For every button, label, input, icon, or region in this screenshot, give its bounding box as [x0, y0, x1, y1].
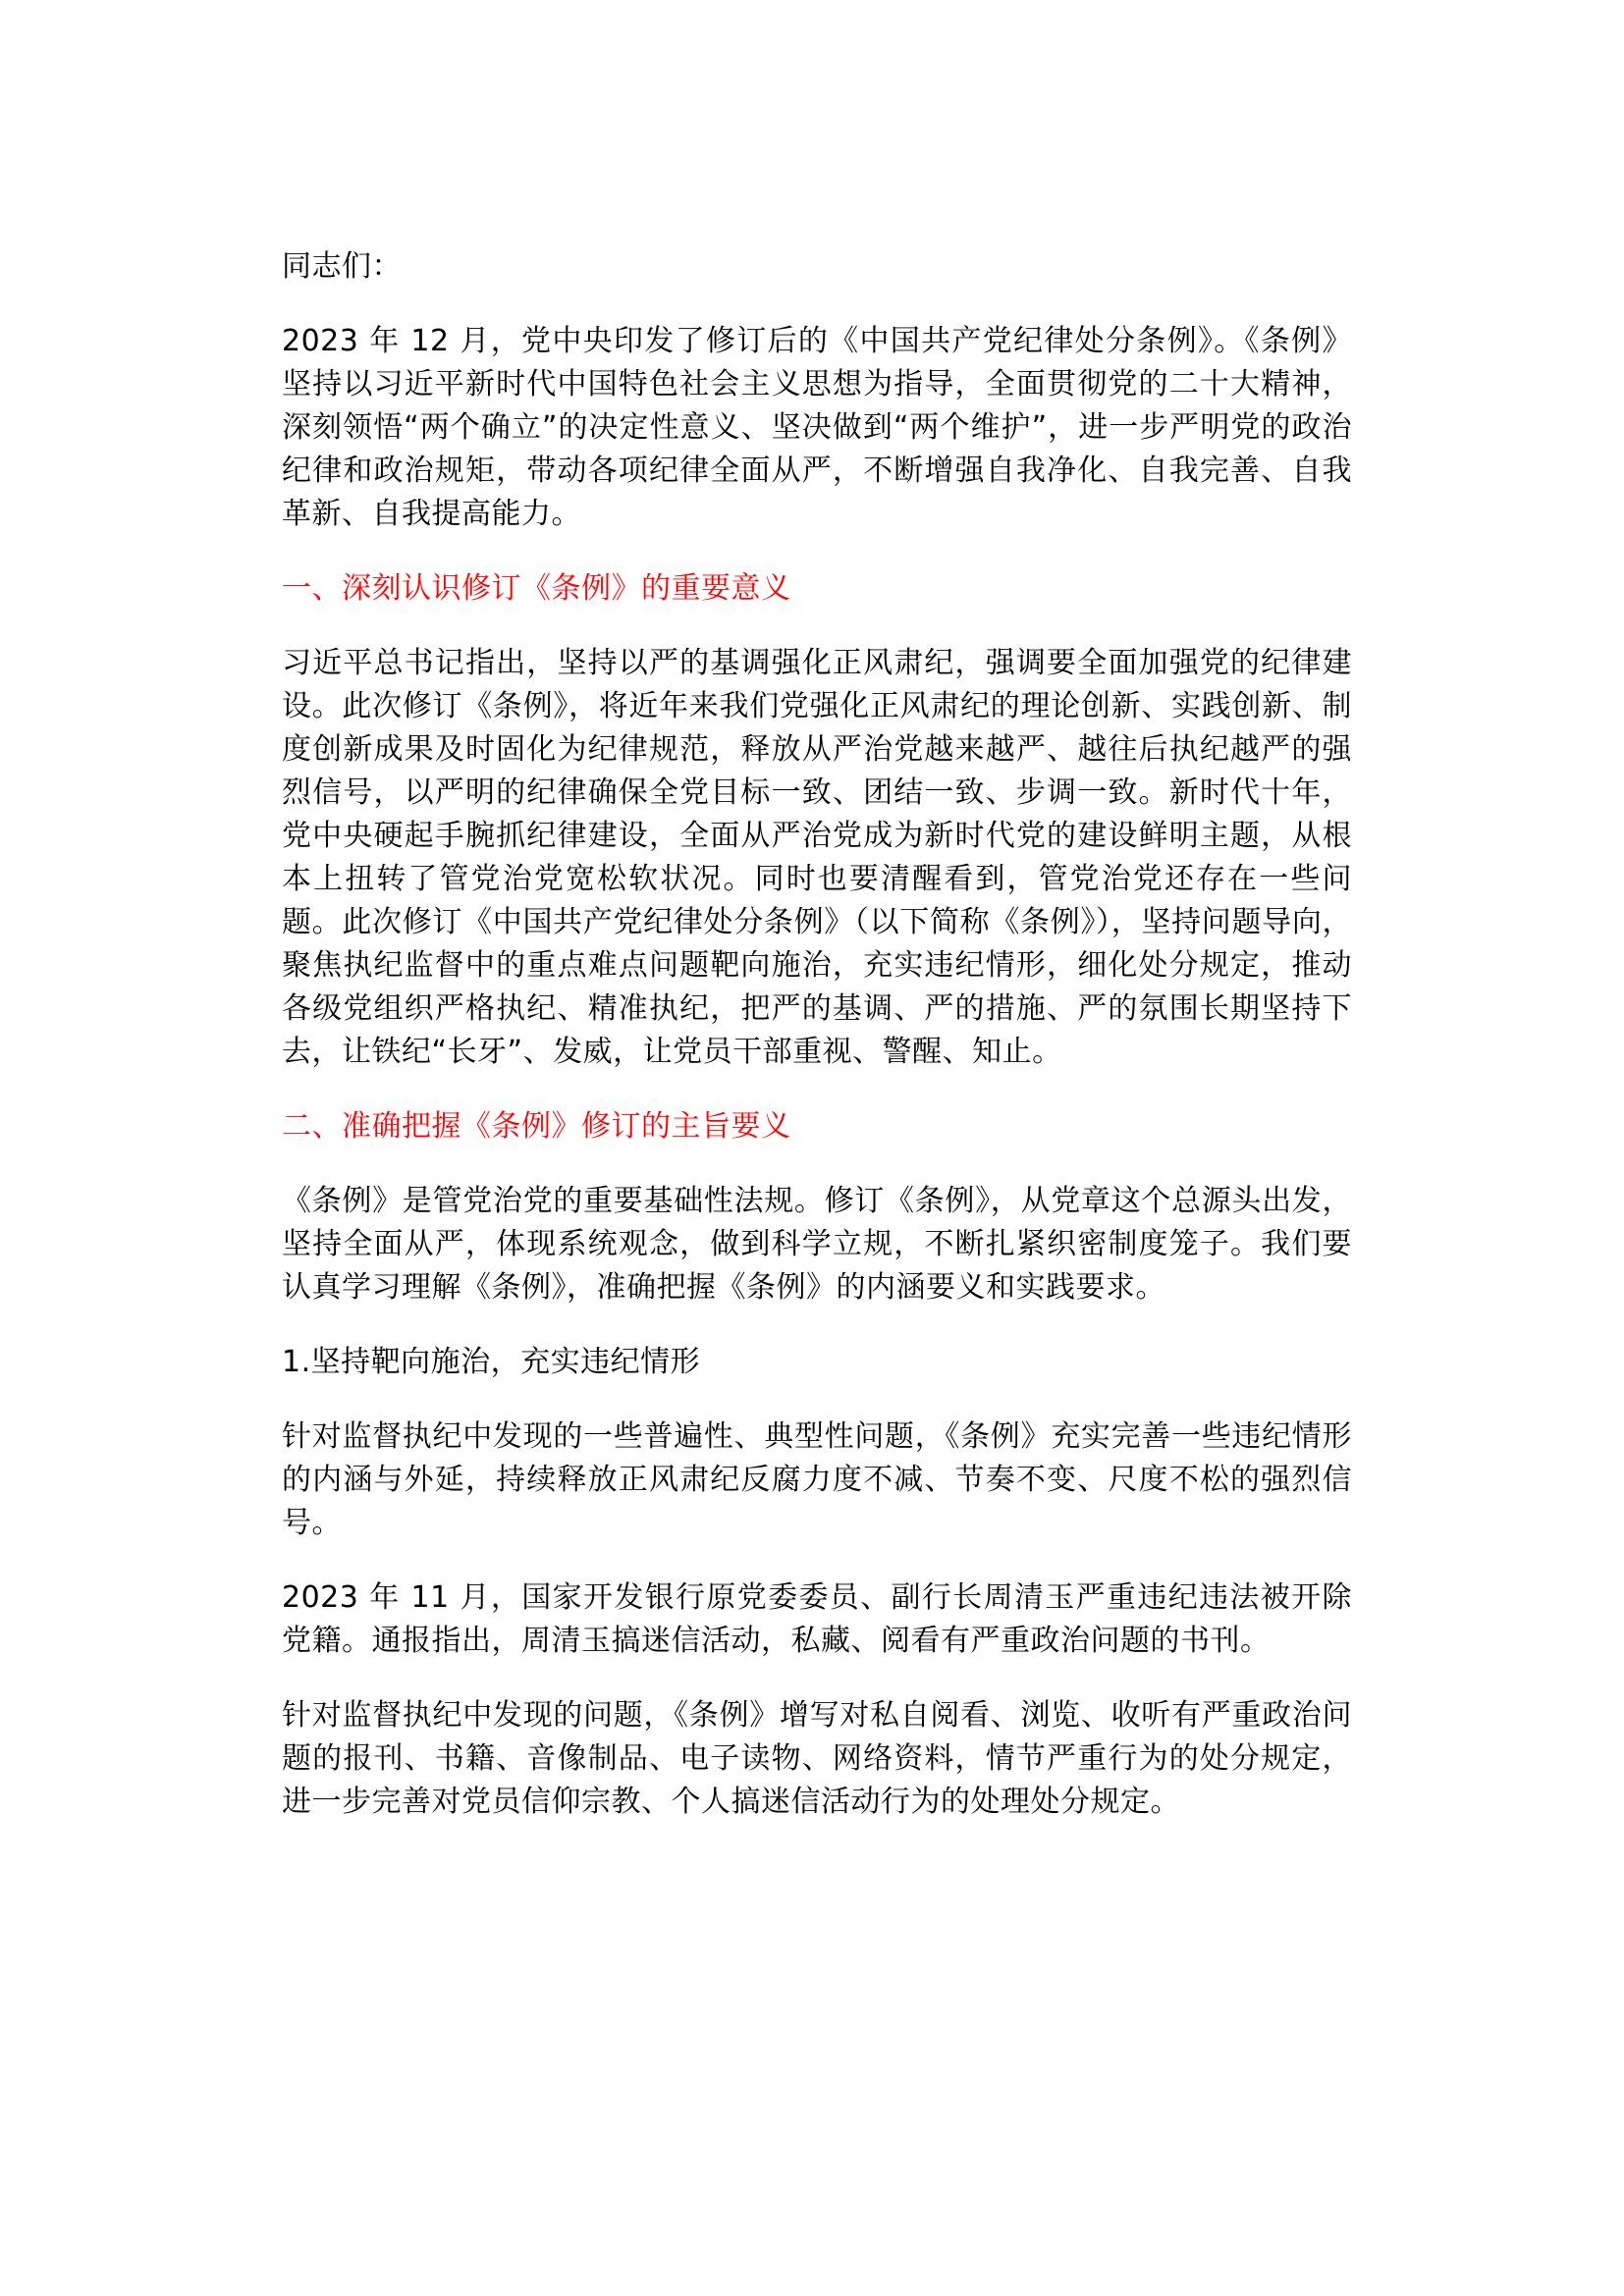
greeting: 同志们：	[282, 249, 402, 284]
section-1-paragraph: 习近平总书记指出，坚持以严的基调强化正风肃纪，强调要全面加强党的纪律建设。此次修订《条例》，将近年来我们党强化正风肃纪的理论创新、实践创新、制度创新成果及时固化为纪律规范，释放从严治党越来越严、越往后执纪越严的强烈信号，以严明的纪律确保全党目标一致、团结一致、步调一致。新时代十年，党中央硬起手腕抓纪律建设，全面从严治党成为新时代党的建设鲜明主题，从根本上扭转了管党治党宽松软状况。同时也要清醒看到，管党治党还存在一些问题。此次修订《中国共产党纪律处分条例》（以下简称《条例》），坚持问题导向，聚焦执纪监督中的重点难点问题靶向施治，充实违纪情形，细化处分规定，推动各级党组织严格执纪、精准执纪，把严的基调、严的措施、严的氛围长期坚持下去，让铁纪“长牙”、发威，让党员干部重视、警醒、知止。	[282, 646, 1352, 1069]
section-2-paragraph: 《条例》是管党治党的重要基础性法规。修订《条例》，从党章这个总源头出发，坚持全面从严，体现系统观念，做到科学立规，不断扎紧织密制度笼子。我们要认真学习理解《条例》，准确把握《条例》的内涵要义和实践要求。	[282, 1184, 1352, 1305]
section-1-heading: 一、深刻认识修订《条例》的重要意义	[282, 571, 791, 606]
section-2-heading: 二、准确把握《条例》修订的主旨要义	[282, 1109, 791, 1144]
subsection-1-paragraph-3: 针对监督执纪中发现的问题，《条例》增写对私自阅看、浏览、收听有严重政治问题的报刊、书籍、音像制品、电子读物、网络资料，情节严重行为的处分规定，进一步完善对党员信仰宗教、个人搞迷信活动行为的处理处分规定。	[282, 1698, 1352, 1819]
document-body	[282, 245, 1352, 1855]
subsection-1-paragraph-2: 2023 年 11 月，国家开发银行原党委委员、副行长周清玉严重违纪违法被开除党籍。通报指出，周清玉搞迷信活动，私藏、阅看有严重政治问题的书刊。	[282, 1580, 1352, 1658]
intro-paragraph: 2023 年 12 月，党中央印发了修订后的《中国共产党纪律处分条例》。《条例》坚持以习近平新时代中国特色社会主义思想为指导，全面贯彻党的二十大精神，深刻领悟“两个确立”的决定性意义、坚决做到“两个维护”，进一步严明党的政治纪律和政治规矩，带动各项纪律全面从严，不断增强自我净化、自我完善、自我革新、自我提高能力。	[282, 324, 1352, 531]
subsection-1-heading: 1.坚持靶向施治，充实违纪情形	[282, 1345, 701, 1379]
subsection-1-paragraph-1: 针对监督执纪中发现的一些普遍性、典型性问题，《条例》充实完善一些违纪情形的内涵与外延，持续释放正风肃纪反腐力度不减、节奏不变、尺度不松的强烈信号。	[282, 1419, 1352, 1540]
